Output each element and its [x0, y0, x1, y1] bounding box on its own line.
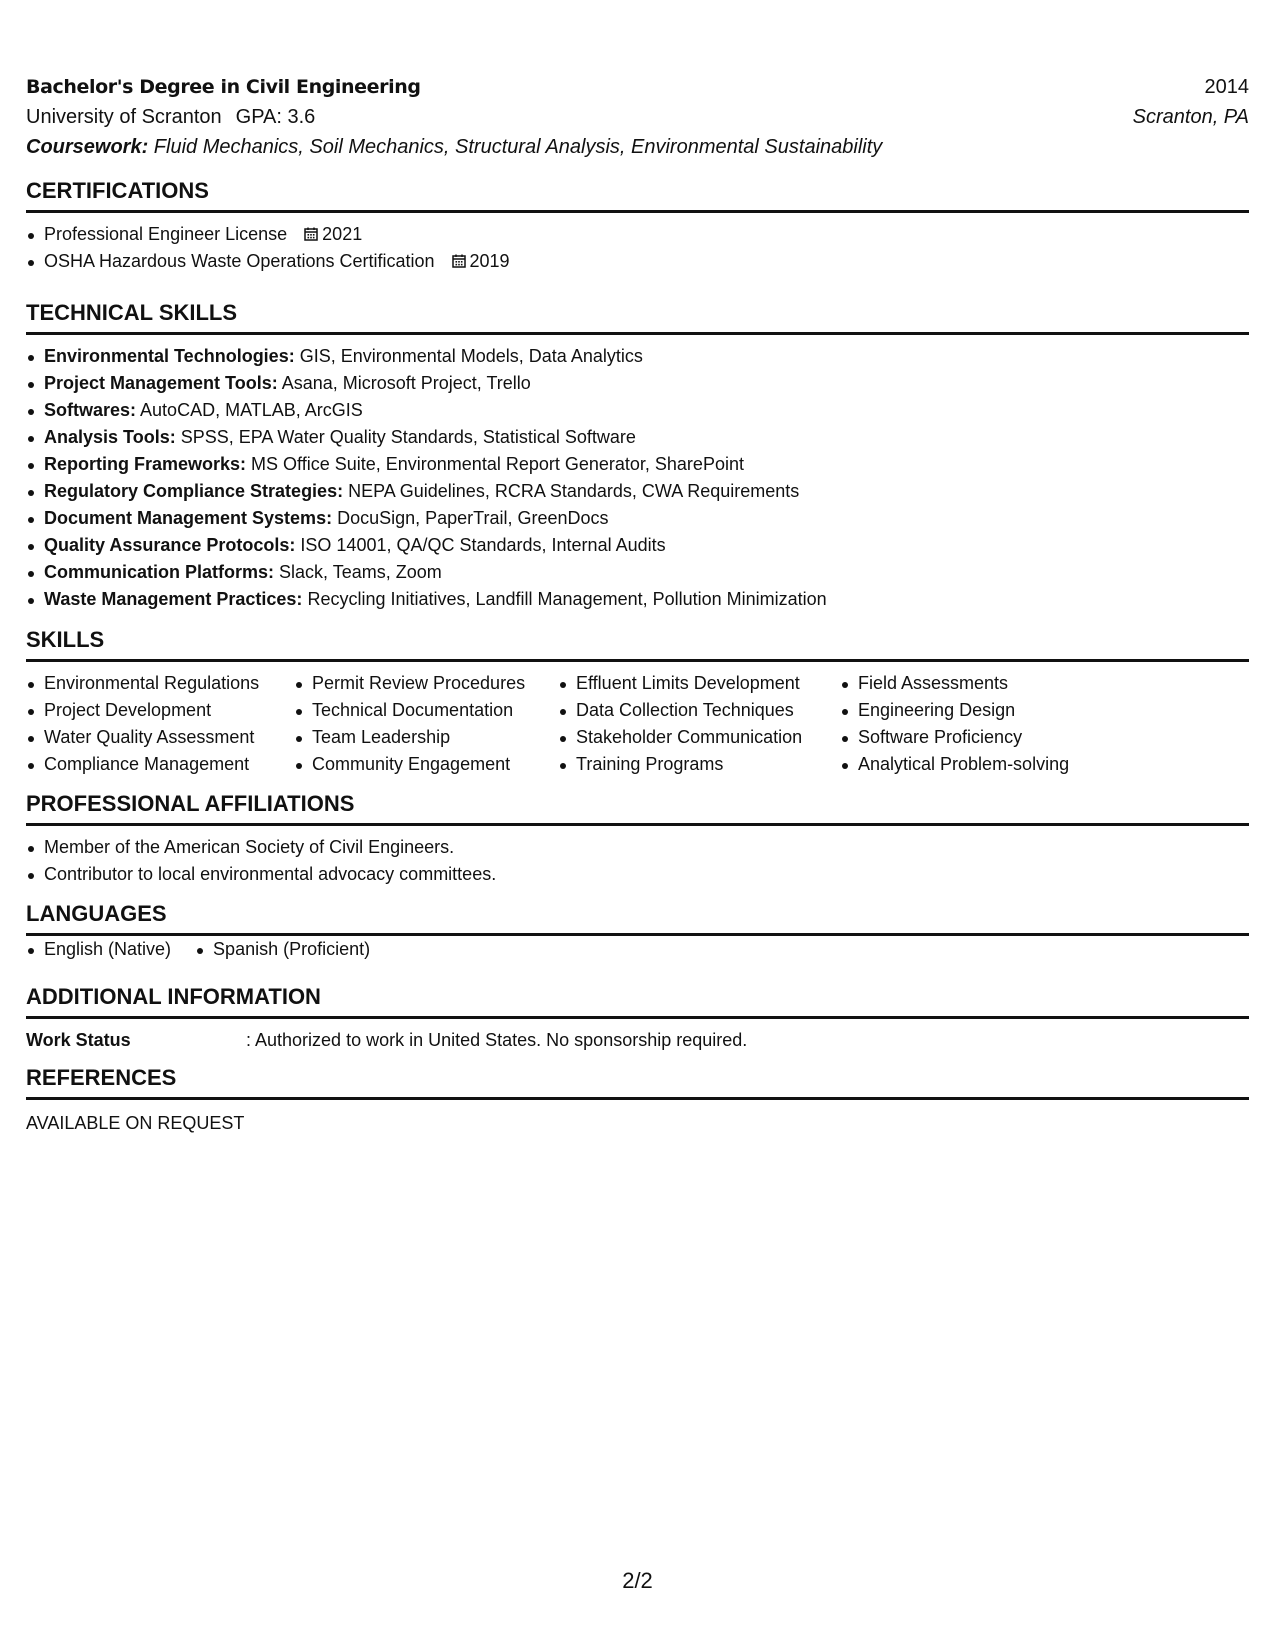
work-status-label: Work Status — [26, 1030, 131, 1050]
skill-category: Quality Assurance Protocols: — [44, 535, 296, 555]
list-item: Team Leadership — [294, 724, 558, 751]
gpa: GPA: 3.6 — [235, 106, 316, 128]
school-name: University of Scranton — [26, 106, 222, 128]
skill-values: Recycling Initiatives, Landfill Management, Pollution Minimization — [302, 589, 827, 609]
list-item: Environmental Regulations — [26, 670, 294, 697]
skills-column — [840, 670, 1140, 778]
work-status-value: : Authorized to work in United States. No sponsorship required. — [246, 1030, 748, 1050]
list-item: Engineering Design — [840, 697, 1140, 724]
skill-values: ISO 14001, QA/QC Standards, Internal Audits — [295, 535, 666, 555]
certification-name: Professional Engineer License — [44, 224, 288, 244]
skill-category: Regulatory Compliance Strategies: — [44, 481, 344, 501]
technical-skills-section — [26, 300, 1249, 613]
education-entry — [26, 76, 1249, 166]
skills-column — [558, 670, 840, 778]
affiliations-list — [26, 834, 1249, 888]
list-item: Member of the American Society of Civil Engineers. — [26, 834, 1249, 861]
certification-year: 2019 — [469, 251, 510, 271]
list-item — [26, 221, 1249, 248]
skills-section — [26, 627, 1249, 778]
skill-values: MS Office Suite, Environmental Report Generator, SharePoint — [246, 454, 744, 474]
list-item: Analytical Problem-solving — [840, 751, 1140, 778]
certification-year: 2021 — [322, 224, 363, 244]
skill-category: Document Management Systems: — [44, 508, 333, 528]
section-title: CERTIFICATIONS — [26, 178, 1249, 213]
skill-values: GIS, Environmental Models, Data Analytics — [294, 346, 643, 366]
page-number: 2/2 — [622, 1568, 653, 1593]
certification-name: OSHA Hazardous Waste Operations Certification — [44, 251, 435, 271]
list-item — [26, 343, 1249, 370]
references-section — [26, 1065, 1249, 1137]
coursework — [26, 136, 882, 159]
resume-page — [26, 0, 1249, 1650]
references-text: AVAILABLE ON REQUEST — [26, 1113, 245, 1133]
list-item — [26, 505, 1249, 532]
skill-category: Reporting Frameworks: — [44, 454, 247, 474]
section-title: REFERENCES — [26, 1065, 1249, 1100]
list-item: Spanish (Proficient) — [195, 936, 370, 963]
section-title: ADDITIONAL INFORMATION — [26, 984, 1249, 1019]
list-item — [26, 248, 1249, 275]
skill-category: Analysis Tools: — [44, 427, 176, 447]
list-item — [26, 559, 1249, 586]
list-item: Software Proficiency — [840, 724, 1140, 751]
skill-category: Softwares: — [44, 400, 137, 420]
calendar-icon — [304, 227, 318, 241]
skill-category: Waste Management Practices: — [44, 589, 303, 609]
work-status-row — [26, 1027, 1249, 1054]
list-item: English (Native) — [26, 936, 171, 963]
list-item — [26, 451, 1249, 478]
skill-values: DocuSign, PaperTrail, GreenDocs — [332, 508, 609, 528]
list-item — [26, 370, 1249, 397]
school-location: Scranton, PA — [1132, 106, 1249, 128]
skills-grid — [26, 670, 1249, 778]
list-item: Data Collection Techniques — [558, 697, 840, 724]
section-title: PROFESSIONAL AFFILIATIONS — [26, 791, 1249, 826]
certifications-section — [26, 178, 1249, 275]
coursework-label: Coursework: — [26, 136, 149, 158]
skills-column — [26, 670, 294, 778]
list-item: Compliance Management — [26, 751, 294, 778]
skill-category: Environmental Technologies: — [44, 346, 295, 366]
list-item: Training Programs — [558, 751, 840, 778]
list-item — [26, 397, 1249, 424]
degree-title: Bachelor's Degree in Civil Engineering — [26, 76, 421, 98]
languages-list — [26, 936, 1249, 963]
skill-values: Asana, Microsoft Project, Trello — [277, 373, 531, 393]
list-item: Water Quality Assessment — [26, 724, 294, 751]
graduation-year: 2014 — [1204, 76, 1249, 98]
section-title: LANGUAGES — [26, 901, 1249, 936]
list-item: Stakeholder Communication — [558, 724, 840, 751]
technical-skills-list — [26, 343, 1249, 613]
skill-values: SPSS, EPA Water Quality Standards, Statistical Software — [175, 427, 636, 447]
skill-values: AutoCAD, MATLAB, ArcGIS — [136, 400, 363, 420]
list-item: Community Engagement — [294, 751, 558, 778]
list-item — [26, 478, 1249, 505]
list-item: Project Development — [26, 697, 294, 724]
list-item: Technical Documentation — [294, 697, 558, 724]
calendar-icon — [452, 254, 466, 268]
skill-category: Communication Platforms: — [44, 562, 275, 582]
languages-section — [26, 901, 1249, 963]
skill-values: Slack, Teams, Zoom — [274, 562, 442, 582]
school-info — [26, 106, 315, 129]
additional-info-section — [26, 984, 1249, 1054]
list-item — [26, 424, 1249, 451]
list-item — [26, 586, 1249, 613]
list-item: Contributor to local environmental advocacy committees. — [26, 861, 1249, 888]
skill-values: NEPA Guidelines, RCRA Standards, CWA Requirements — [343, 481, 800, 501]
list-item — [26, 532, 1249, 559]
list-item: Effluent Limits Development — [558, 670, 840, 697]
section-title: TECHNICAL SKILLS — [26, 300, 1249, 335]
skill-category: Project Management Tools: — [44, 373, 278, 393]
list-item: Field Assessments — [840, 670, 1140, 697]
skills-column — [294, 670, 558, 778]
coursework-list: Fluid Mechanics, Soil Mechanics, Structural Analysis, Environmental Sustainability — [148, 136, 883, 158]
list-item: Permit Review Procedures — [294, 670, 558, 697]
affiliations-section — [26, 791, 1249, 888]
section-title: SKILLS — [26, 627, 1249, 662]
certifications-list — [26, 221, 1249, 275]
